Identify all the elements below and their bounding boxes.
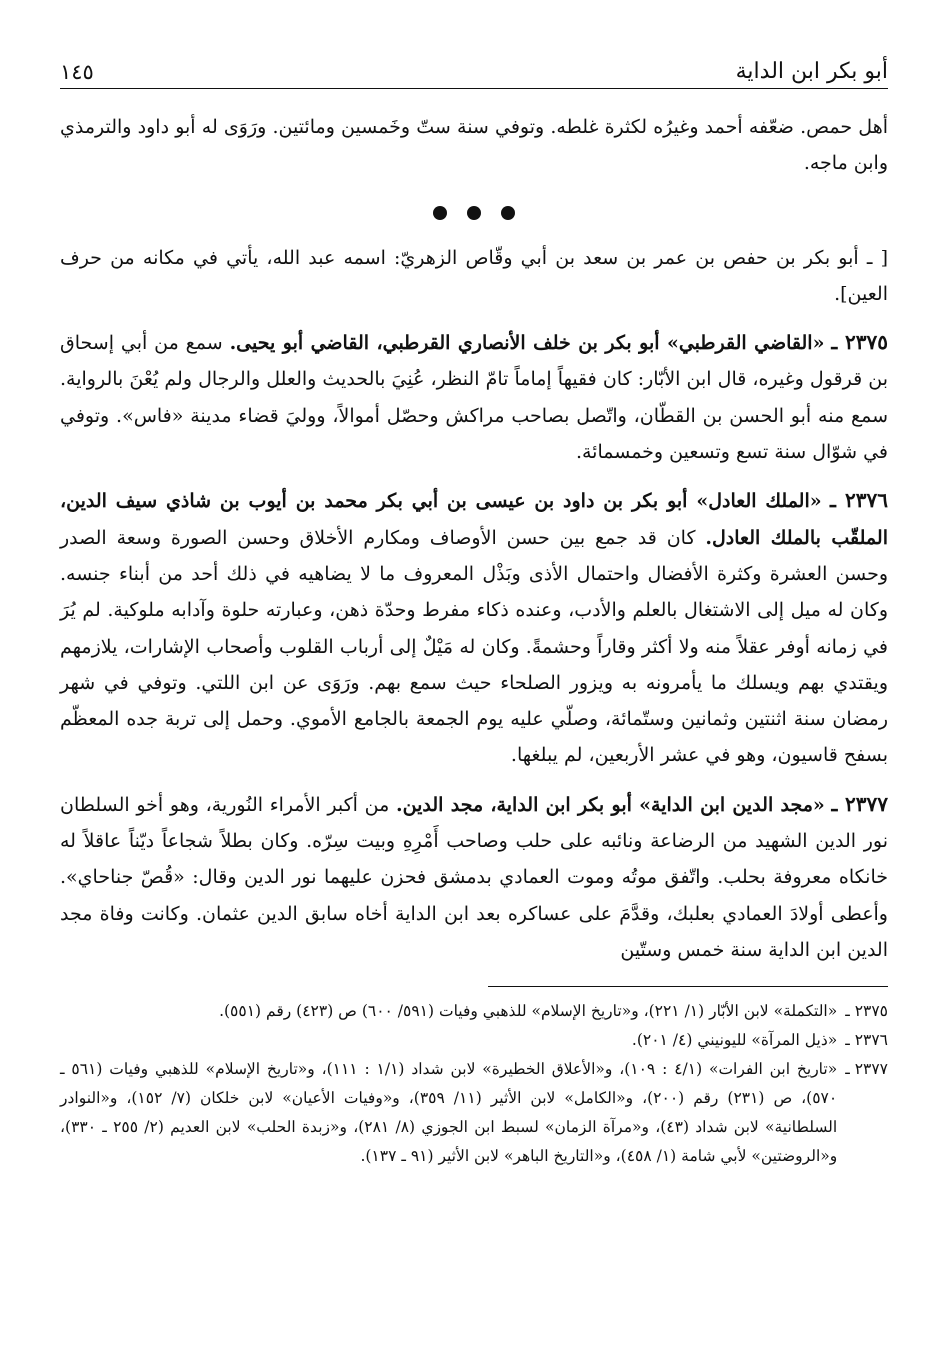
footnote-number: ٢٣٧٦ ـ xyxy=(845,1031,888,1050)
entry-number: ٢٣٧٧ ـ xyxy=(831,791,888,816)
entry-2377 xyxy=(60,786,888,968)
footnote-2376 xyxy=(60,1026,888,1055)
entry-text: سمع من أبي إسحاق بن قرقول وغيره، قال ابن الأبّار: كان فقيهاً إماماً تامّ النظر، عُنِيَ بالحديث والعلل والرجال ولم يُعْنَ بالرواية. سمع منه أبو الحسن بن القطّان، واتّصل بصاحب مراكش وحصّل أموالاً، ووليَ قضاء مدينة «فاس». وتوفي في شوّال سنة تسع وتسعين وخمسمائة. xyxy=(60,332,888,464)
separator-dot xyxy=(433,206,447,220)
footnote-number: ٢٣٧٥ ـ xyxy=(845,1002,888,1021)
entry-2375 xyxy=(60,324,888,470)
entry-text: من أكبر الأمراء النُورية، وهو أخو السلطان نور الدين الشهيد من الرضاعة ونائبه على حلب وصاحب أَمْرِهِ وبيت سِرّه. وكان بطلاً شجاعاً ديّناً عاقلاً له خانكاه معروفة بحلب. واتّفق موتُه وموت العمادي بدمشق فحزن عليهما نور الدين وقال: «قُصّ جناحاي». وأعطى أولادَ العمادي بعلبك، وقدَّمَ على عساكره بعد ابن الداية أخاه سابق الدين عثمان. وكانت وفاة مجد الدين ابن الداية سنة خمس وستّين xyxy=(60,793,888,961)
page-number: ١٤٥ xyxy=(60,60,94,84)
book-page xyxy=(60,38,888,1171)
intro-paragraph: أهل حمص. ضعّفه أحمد وغيرُه لكثرة غلطه. وتوفي سنة ستّ وخَمسين ومائتين. ورَوَى له أبو داود والترمذي وابن ماجه. xyxy=(60,116,888,175)
footnotes xyxy=(60,997,888,1171)
entry-number: ٢٣٧٦ ـ xyxy=(829,488,888,513)
entry-heading: «مجد الدين ابن الداية» أبو بكر ابن الداية، مجد الدين. xyxy=(396,793,825,816)
entry-text: كان قد جمع بين حسن الأوصاف ومكارم الأخلاق وحسن الصورة وسعة الصدر وحسن العشرة وكثرة الأفضال واحتمال الأذى وبَذْل المعروف ما لا يضاهيه في ذلك أحد من أبناء جنسه. وكان له ميل إلى الاشتغال بالعلم والأدب، وعنده ذكاء مفرط وحدّة ذهن، وعبارته حلوة وآدابه ملوكية. لم يُرَ في زمانه أوفر عقلاً منه ولا أكثر وقاراً وحشمةً. وكان له مَيْلٌ إلى أرباب القلوب وأصحاب الإشارات، يلازمهم ويقتدي بهم ويسلك ما يأمرونه به ويزور الصلحاء حيث سمع بهم. ورَوَى عن ابن اللتي. وتوفي في شهر رمضان سنة اثنتين وثمانين وستّمائة، وصلّي عليه يوم الجمعة بالجامع الأموي. وحمل إلى تربة جده المعظّم بسفح قاسيون، وهو في عشر الأربعين، لم يبلغها. xyxy=(60,526,888,767)
entry-2376 xyxy=(60,482,888,773)
running-header xyxy=(60,38,888,89)
footnote-divider xyxy=(488,986,888,987)
cross-reference: [ ـ أبو بكر بن حفص بن عمر بن سعد بن أبي وقّاص الزهريّ: اسمه عبد الله، يأتي في مكانه من حرف العين]. xyxy=(60,246,888,305)
running-title: أبو بكر ابن الداية xyxy=(735,59,888,84)
separator-dot xyxy=(501,206,515,220)
footnote-number: ٢٣٧٧ ـ xyxy=(845,1060,888,1079)
footnote-text: «تاريخ ابن الفرات» (٤/١ : ١٠٩)، و«الأعلاق الخطيرة» لابن شداد (١/١ : ١١١)، و«تاريخ الإسلام» للذهبي وفيات (٥٦١ ـ ٥٧٠)، ص (٢٣١) رقم (٢٠٠)، و«الكامل» لابن الأثير (١١/ ٣٥٩)، و«وفيات الأعيان» لابن خلكان (٧/ ١٥٢)، و«النوادر السلطانية» لابن شداد (٤٣)، و«مرآة الزمان» لسبط ابن الجوزي (٨/ ٢٨١)، و«زبدة الحلب» لابن العديم (٢/ ٢٥٥ ـ ٣٣٠)، و«الروضتين» لأبي شامة (١/ ٤٥٨)، و«التاريخ الباهر» لابن الأثير (٩١ ـ ١٣٧). xyxy=(60,1060,838,1166)
entry-heading: «الملك العادل» أبو بكر بن داود بن عيسى بن أبي بكر محمد بن أيوب بن شاذي سيف الدين، الملقّب بالملك العادل. xyxy=(60,490,888,549)
footnote-2375 xyxy=(60,997,888,1026)
entry-number: ٢٣٧٥ ـ xyxy=(831,330,888,355)
section-separator xyxy=(60,206,888,220)
separator-dot xyxy=(467,206,481,220)
footnote-text: «التكملة» لابن الأبّار (١/ ٢٢١)، و«تاريخ الإسلام» للذهبي وفيات (٥٩١/ ٦٠٠) ص (٤٢٣) رقم (٥٥١). xyxy=(219,1002,838,1021)
entry-heading: «القاضي القرطبي» أبو بكر بن خلف الأنصاري القرطبي، القاضي أبو يحيى. xyxy=(229,332,825,355)
footnote-2377 xyxy=(60,1055,888,1171)
footnote-text: «ذيل المرآة» لليونيني (٤/ ٢٠١). xyxy=(631,1031,838,1050)
